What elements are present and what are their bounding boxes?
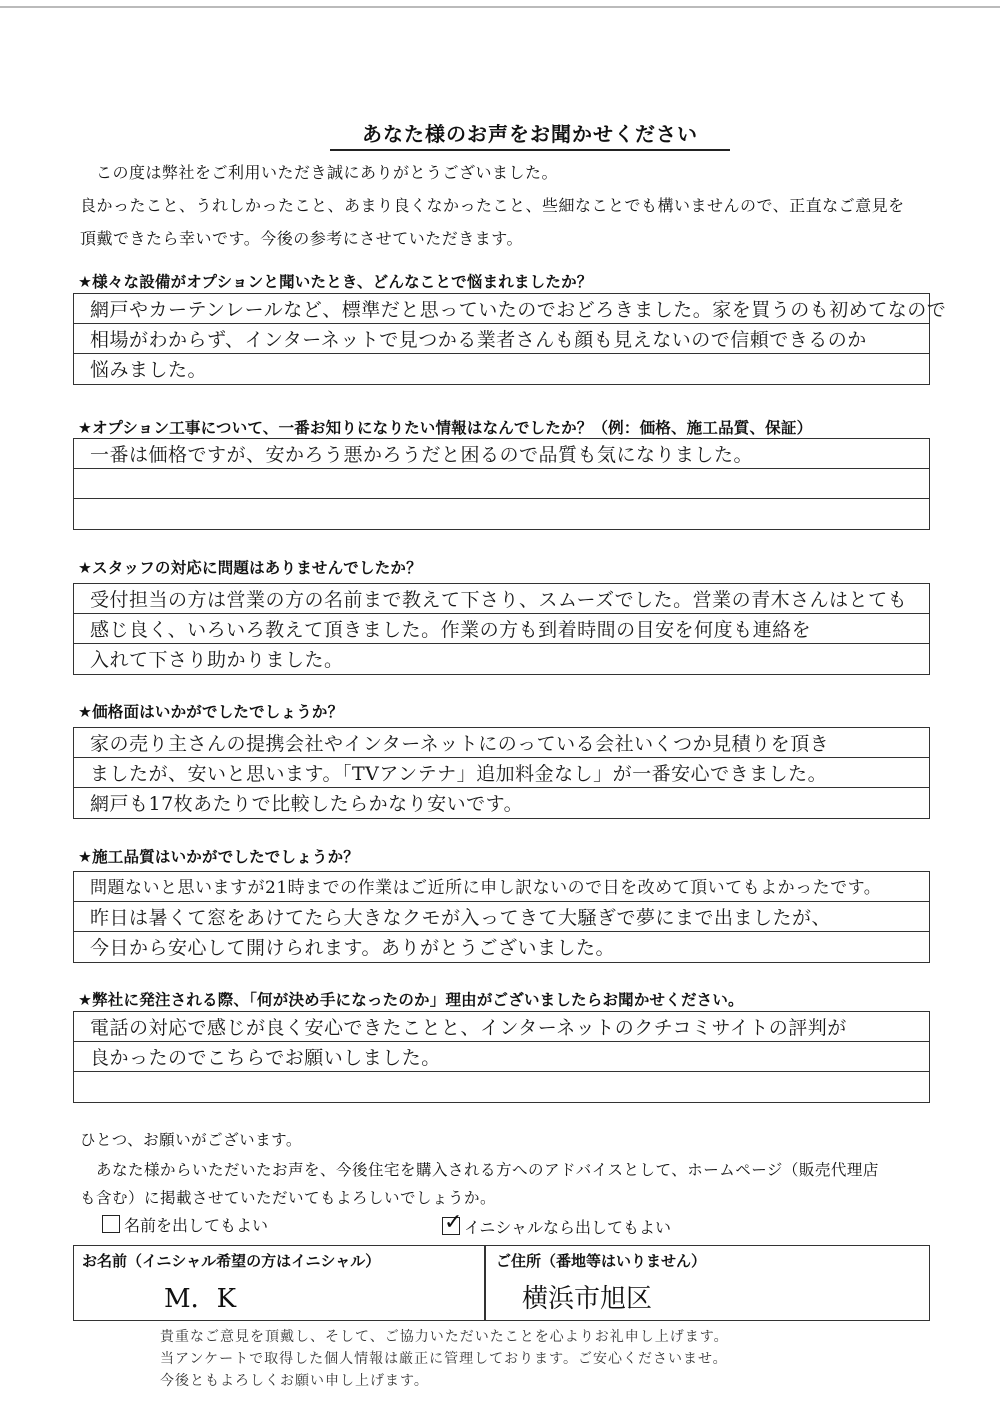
handwritten-answer: 問題ないと思いますが21時までの作業はご近所に申し訳ないので日を改めて頂いてもよかったです。: [90, 878, 882, 898]
footer-text: [160, 1326, 729, 1392]
intro-line: 良かったこと、うれしかったこと、あまり良くなかったこと、些細なことでも構いませんので、正直なご意見を: [80, 196, 905, 215]
request-line: も含む）に掲載させていただいてもよろしいでしょうか。: [80, 1189, 497, 1207]
answer-line: [74, 1072, 929, 1102]
answer-box: [73, 293, 947, 385]
footer-line: 貴重なご意見を頂戴し、そして、ご協力いただいたことを心よりお礼申し上げます。: [160, 1329, 729, 1345]
checkmark-icon: ✓: [444, 1210, 463, 1235]
intro-text: [80, 156, 940, 255]
answer-line: [74, 1012, 929, 1042]
intro-line: 頂戴できたら幸いです。今後の参考にさせていただきます。: [80, 229, 523, 248]
address-value: 横浜市旭区: [522, 1284, 653, 1314]
name-address-box: [73, 1245, 930, 1321]
handwritten-answer: 網戸やカーテンレールなど、標準だと思っていたのでおどろきました。家を買うのも初めてなので: [90, 299, 947, 321]
handwritten-answer: 昨日は暑くて窓をあけてたら大きなクモが入ってきて大騒ぎで夢にまで出ましたが、: [90, 907, 832, 929]
handwritten-answer: 電話の対応で感じが良く安心できたことと、インターネットのクチコミサイトの評判が: [90, 1017, 847, 1039]
footer-line: 今後ともよろしくお願い申し上げます。: [160, 1373, 429, 1389]
address-label: ご住所（番地等はいりません）: [496, 1252, 707, 1270]
answer-line: [74, 872, 929, 902]
question-label: ★弊社に発注される際、「何が決め手になったのか」理由がございましたらお聞かせください。: [78, 991, 744, 1009]
answer-box: [73, 871, 930, 963]
answer-line: [74, 324, 929, 354]
handwritten-answer: 網戸も17枚あたりで比較したらかなり安いです。: [90, 793, 524, 815]
handwritten-answer: 家の売り主さんの提携会社やインターネットにのっている会社いくつか見積りを頂き: [90, 733, 830, 755]
answer-line: [74, 758, 929, 788]
answer-line: [74, 439, 929, 469]
handwritten-answer: 感じ良く、いろいろ教えて頂きました。作業の方も到着時間の目安を何度も連絡を: [90, 619, 812, 641]
checkbox-unchecked[interactable]: [102, 1215, 120, 1233]
consent-option-name[interactable]: [102, 1213, 268, 1236]
request-line: ひとつ、お願いがございます。: [80, 1131, 302, 1149]
handwritten-answer: 相場がわからず、インターネットで見つかる業者さんも顔も見えないので信頼できるのか: [90, 329, 867, 351]
answer-line: [74, 584, 929, 614]
handwritten-answer: 悩みました。: [90, 359, 208, 381]
box-divider: [484, 1246, 486, 1320]
handwritten-answer: 良かったのでこちらでお願いしました。: [90, 1047, 441, 1069]
consent-option-initial-label: イニシャルなら出してもよい: [464, 1218, 672, 1237]
handwritten-answer: 一番は価格ですが、安かろう悪かろうだと困るので品質も気になりました。: [90, 444, 754, 466]
answer-box: [73, 438, 930, 530]
consent-option-name-label: 名前を出してもよい: [124, 1216, 269, 1235]
question-label: ★スタッフの対応に問題はありませんでしたか？: [78, 559, 422, 577]
question-label: ★オプション工事について、一番お知りになりたい情報はなんでしたか？（例：価格、施工品質、保証）: [78, 419, 813, 437]
answer-line: [74, 644, 929, 674]
handwritten-answer: 入れて下さり助かりました。: [90, 649, 344, 671]
scan-edge-line: [0, 6, 1000, 8]
footer-line: 当アンケートで取得した個人情報は厳正に管理しております。ご安心くださいませ。: [160, 1351, 728, 1367]
consent-option-initial[interactable]: [442, 1210, 672, 1238]
answer-box: [73, 1011, 930, 1103]
answer-box: [73, 583, 930, 675]
answer-line: [74, 614, 929, 644]
answer-line: [74, 788, 929, 818]
question-label: ★様々な設備がオプションと聞いたとき、どんなことで悩まれましたか？: [78, 273, 593, 291]
answer-line: [74, 902, 929, 932]
question-label: ★価格面はいかがでしたでしょうか？: [78, 703, 344, 721]
intro-line: この度は弊社をご利用いただき誠にありがとうございました。: [96, 163, 559, 182]
handwritten-answer: 受付担当の方は営業の方の名前まで教えて下さり、スムーズでした。営業の青木さんはとても: [90, 589, 908, 611]
request-line: あなた様からいただいたお声を、今後住宅を購入される方へのアドバイスとして、ホームページ（販売代理店: [80, 1161, 879, 1179]
answer-box: [73, 727, 930, 819]
answer-line: [74, 294, 947, 324]
checkbox-checked[interactable]: [442, 1210, 463, 1235]
question-label: ★施工品質はいかがでしたでしょうか？: [78, 848, 359, 866]
name-value: M．K: [164, 1284, 237, 1314]
answer-line: [74, 932, 929, 962]
answer-line: [74, 469, 929, 499]
answer-line: [74, 1042, 929, 1072]
name-label: お名前（イニシャル希望の方はイニシャル）: [82, 1252, 381, 1270]
answer-line: [74, 728, 929, 758]
answer-line: [74, 354, 929, 384]
answer-line: [74, 499, 929, 529]
page-title: あなた様のお声をお聞かせください: [330, 118, 730, 151]
handwritten-answer: 今日から安心して開けられます。ありがとうございました。: [90, 937, 615, 959]
handwritten-answer: ましたが、安いと思います。「TVアンテナ」追加料金なし」が一番安心できました。: [90, 763, 828, 785]
